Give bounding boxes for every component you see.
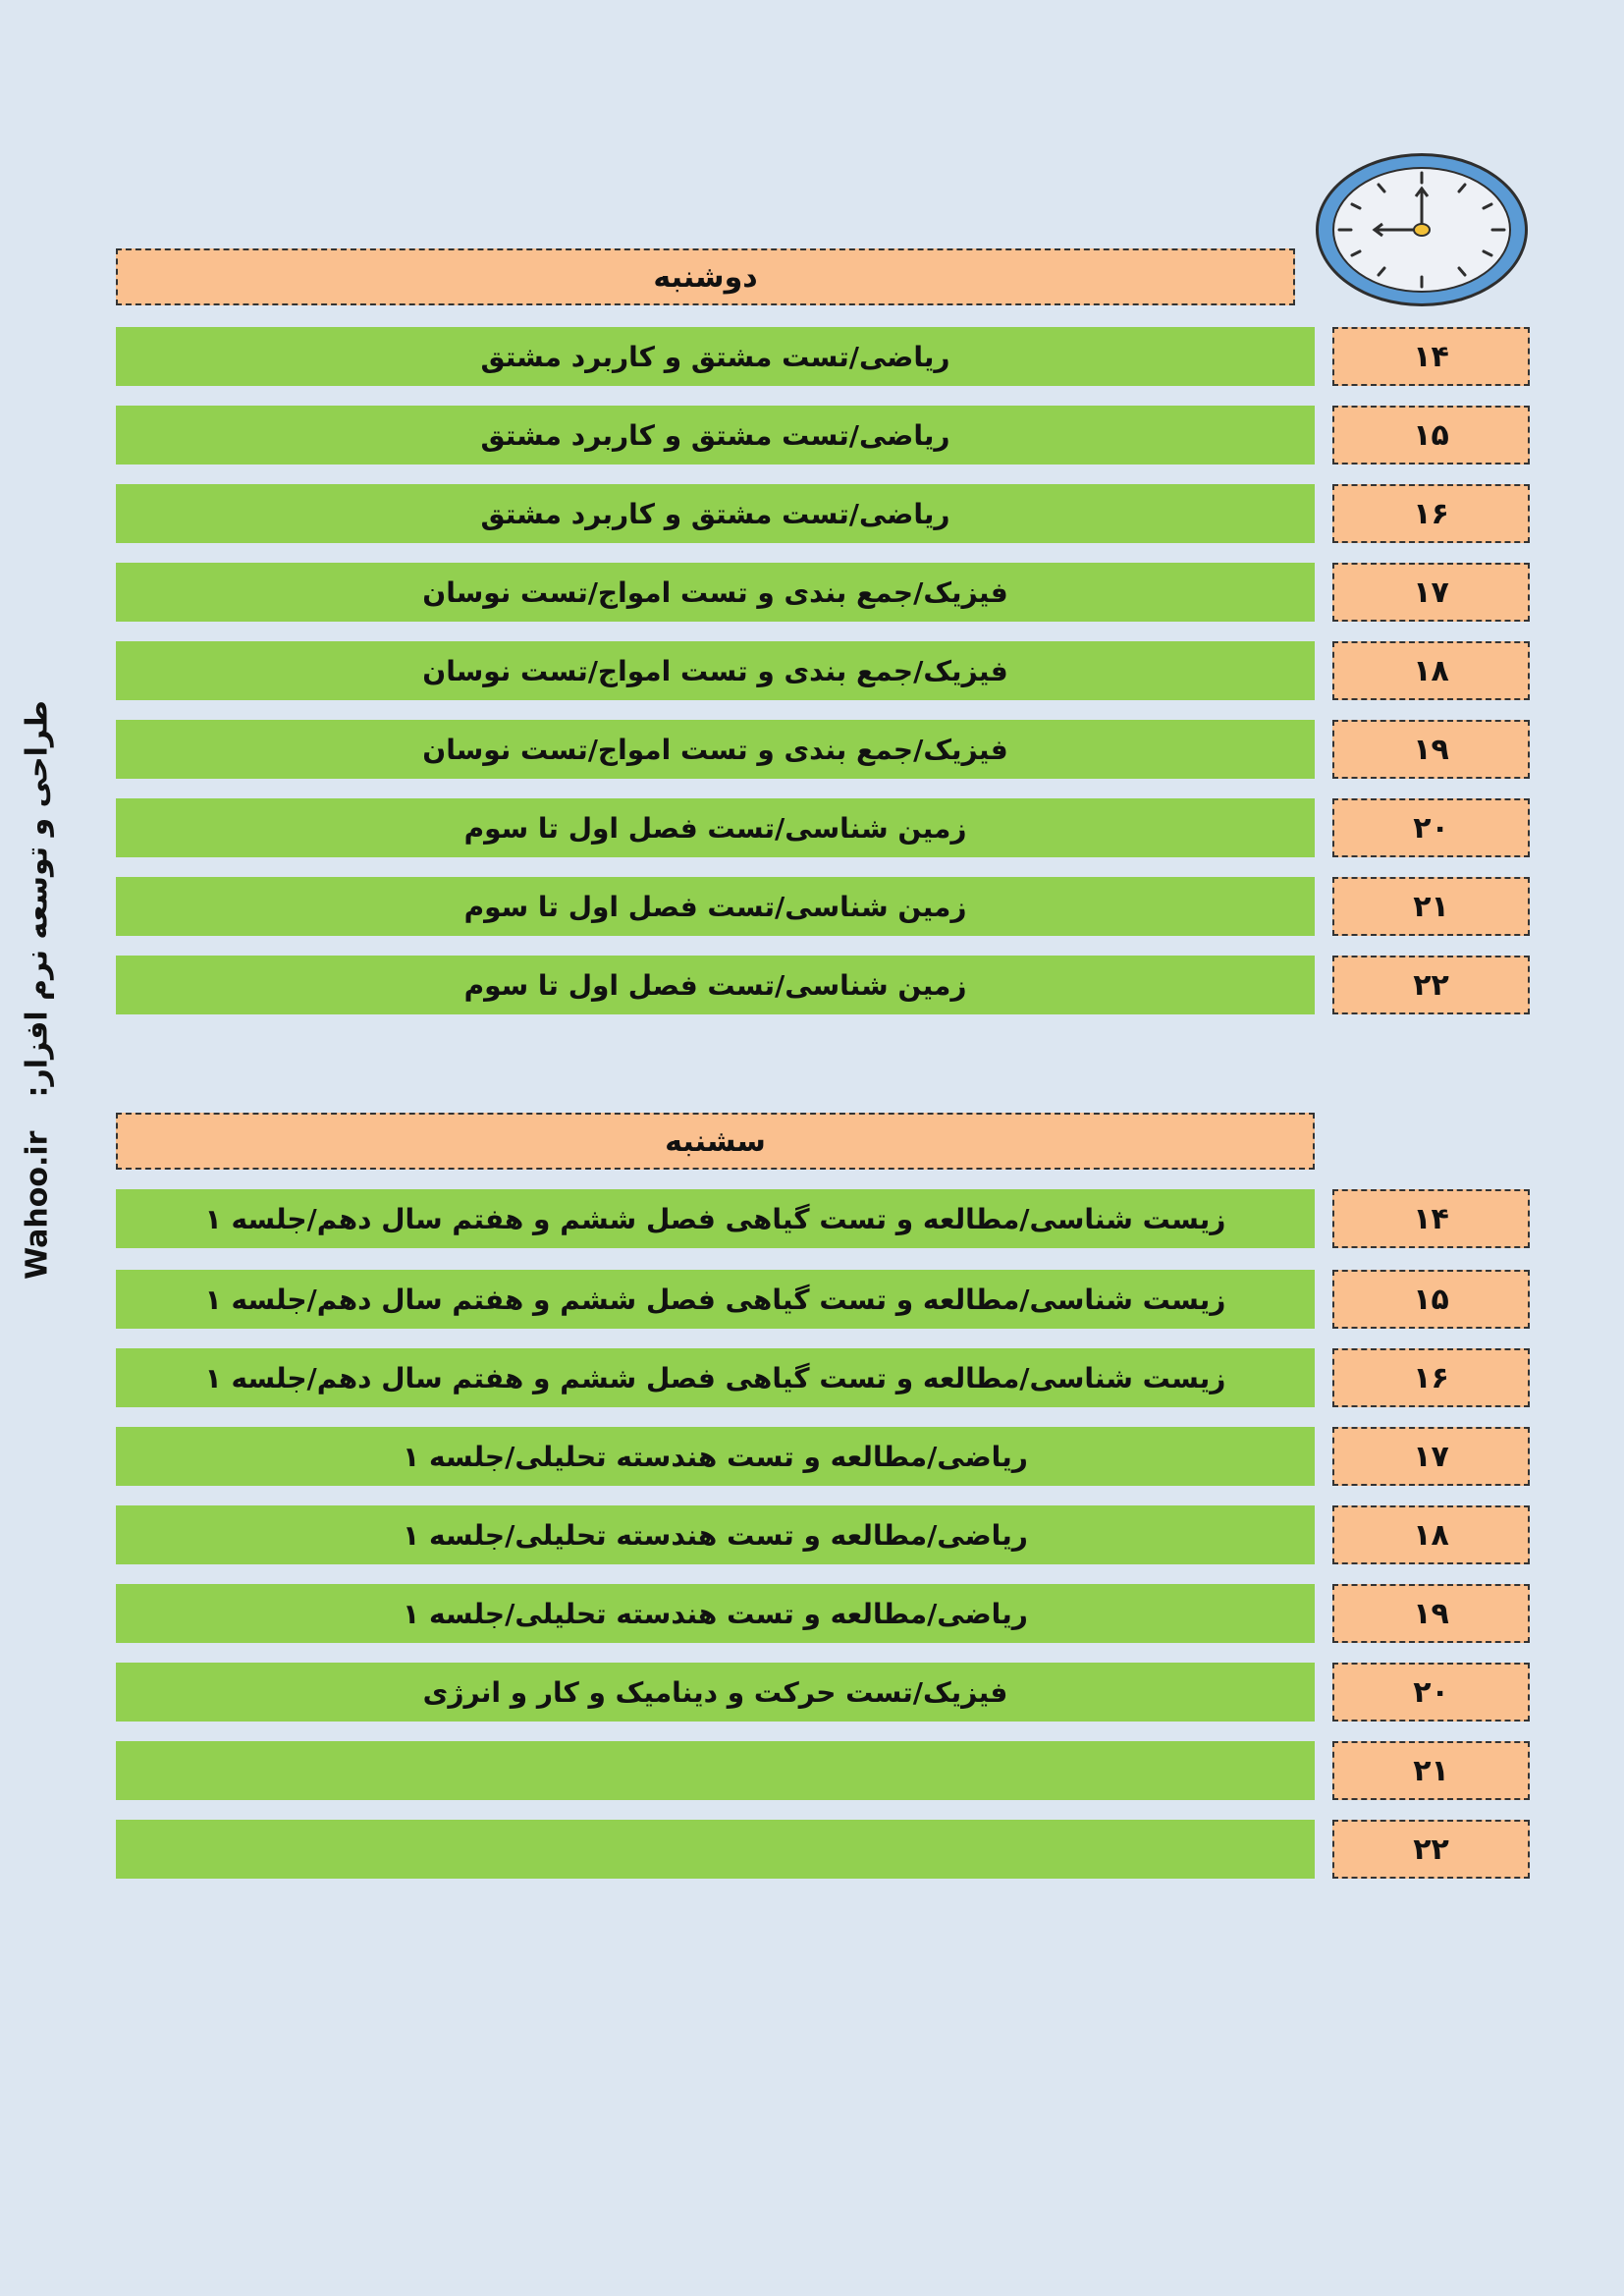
schedule-row: [0, 1820, 1624, 1879]
hour-cell: ۲۲: [1332, 1820, 1530, 1879]
wall-clock-icon: [1312, 149, 1532, 310]
hour-cell: ۱۷: [1332, 563, 1530, 622]
schedule-row: [0, 1584, 1624, 1643]
hour-cell: ۱۸: [1332, 641, 1530, 700]
credit-site: Wahoo.ir: [20, 1130, 55, 1280]
subject-cell: ریاضی/مطالعه و تست هندسته تحلیلی/جلسه ۱: [116, 1427, 1315, 1486]
schedule-row: [0, 641, 1624, 700]
subject-cell: زیست شناسی/مطالعه و تست گیاهی فصل ششم و هفتم سال دهم/جلسه ۱: [116, 1348, 1315, 1407]
schedule-row: [0, 1348, 1624, 1407]
schedule-row: [0, 956, 1624, 1014]
hour-cell: ۱۶: [1332, 484, 1530, 543]
hour-cell: ۲۰: [1332, 798, 1530, 857]
subject-cell: فیزیک/جمع بندی و تست امواج/تست نوسان: [116, 641, 1315, 700]
hour-cell: ۱۴: [1332, 1189, 1530, 1248]
subject-cell: [116, 1820, 1315, 1879]
hour-cell: ۲۱: [1332, 877, 1530, 936]
subject-cell: فیزیک/جمع بندی و تست امواج/تست نوسان: [116, 563, 1315, 622]
schedule-row: [0, 1270, 1624, 1329]
subject-cell: ریاضی/مطالعه و تست هندسته تحلیلی/جلسه ۱: [116, 1584, 1315, 1643]
schedule-row: [0, 327, 1624, 386]
hour-cell: ۲۰: [1332, 1663, 1530, 1722]
hour-cell: ۲۱: [1332, 1741, 1530, 1800]
schedule-row: [0, 1663, 1624, 1722]
schedule-row: [0, 1741, 1624, 1800]
hour-cell: ۱۵: [1332, 406, 1530, 465]
hour-cell: ۱۸: [1332, 1505, 1530, 1564]
subject-cell: ریاضی/تست مشتق و کاربرد مشتق: [116, 484, 1315, 543]
hour-cell: ۱۶: [1332, 1348, 1530, 1407]
schedule-row: [0, 1189, 1624, 1248]
subject-cell: زمین شناسی/تست فصل اول تا سوم: [116, 798, 1315, 857]
schedule-row: [0, 484, 1624, 543]
schedule-row: [0, 406, 1624, 465]
hour-cell: ۱۹: [1332, 720, 1530, 779]
day-header: دوشنبه: [116, 248, 1295, 305]
subject-cell: فیزیک/تست حرکت و دینامیک و کار و انرژی: [116, 1663, 1315, 1722]
hour-cell: ۱۵: [1332, 1270, 1530, 1329]
subject-cell: فیزیک/جمع بندی و تست امواج/تست نوسان: [116, 720, 1315, 779]
subject-cell: [116, 1741, 1315, 1800]
schedule-row: [0, 720, 1624, 779]
subject-cell: زمین شناسی/تست فصل اول تا سوم: [116, 956, 1315, 1014]
schedule-row: [0, 563, 1624, 622]
subject-cell: ریاضی/تست مشتق و کاربرد مشتق: [116, 327, 1315, 386]
subject-cell: زمین شناسی/تست فصل اول تا سوم: [116, 877, 1315, 936]
side-credit: [21, 700, 55, 1280]
schedule-row: [0, 877, 1624, 936]
subject-cell: ریاضی/مطالعه و تست هندسته تحلیلی/جلسه ۱: [116, 1505, 1315, 1564]
day-header: سشنبه: [116, 1113, 1315, 1170]
hour-cell: ۱۹: [1332, 1584, 1530, 1643]
schedule-row: [0, 1505, 1624, 1564]
hour-cell: ۱۷: [1332, 1427, 1530, 1486]
credit-text: طراحی و توسعه نرم افزار:: [20, 700, 55, 1098]
schedule-row: [0, 1427, 1624, 1486]
subject-cell: زیست شناسی/مطالعه و تست گیاهی فصل ششم و هفتم سال دهم/جلسه ۱: [116, 1189, 1315, 1248]
hour-cell: ۱۴: [1332, 327, 1530, 386]
hour-cell: ۲۲: [1332, 956, 1530, 1014]
subject-cell: ریاضی/تست مشتق و کاربرد مشتق: [116, 406, 1315, 465]
subject-cell: زیست شناسی/مطالعه و تست گیاهی فصل ششم و هفتم سال دهم/جلسه ۱: [116, 1270, 1315, 1329]
schedule-row: [0, 798, 1624, 857]
